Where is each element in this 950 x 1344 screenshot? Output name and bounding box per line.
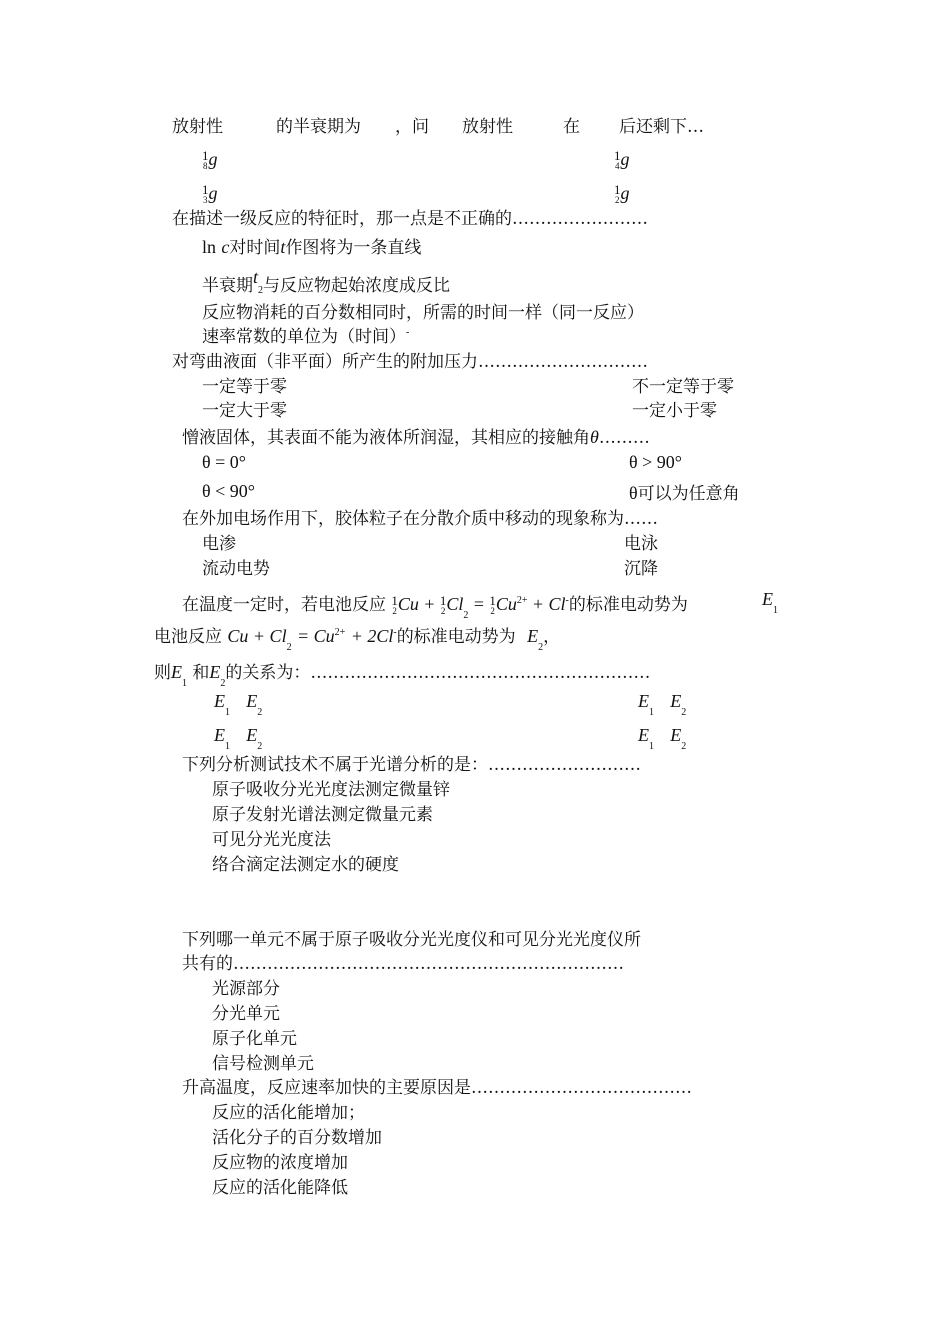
q3-stem: 对弯曲液面（非平面）所产生的附加压力…………………………	[172, 352, 648, 372]
q5-option-a: 电渗	[202, 534, 236, 554]
q1-option-a: 1 8 g	[202, 147, 218, 171]
q7-option-a: 原子吸收分光光度法测定微量锌	[212, 780, 450, 800]
q6-e1-label: $E_1$	[762, 589, 778, 616]
q1-option-d: 1 2 g	[614, 181, 630, 205]
q1-stem-2: 的半衰期为	[276, 117, 361, 137]
q9-stem: 升高温度，反应速率加快的主要原因是…………………………………	[182, 1078, 692, 1098]
q4-option-b: θ > 90°	[629, 452, 682, 472]
q4-stem: 憎液固体，其表面不能为液体所润湿，其相应的接触角θ………	[182, 427, 650, 448]
q8-stem-2: 共有的……………………………………………………………	[182, 954, 624, 974]
q8-stem-1: 下列哪一单元不属于原子吸收分光光度仪和可见分光光度仪所	[182, 930, 641, 950]
q7-option-c: 可见分光光度法	[212, 830, 331, 850]
q7-option-d: 络合滴定法测定水的硬度	[212, 855, 399, 875]
q1-stem-1: 放射性	[172, 117, 223, 137]
q3-option-a: 一定等于零	[202, 377, 287, 397]
q2-option-b: 半衰期t2与反应物起始浓度成反比	[202, 267, 451, 296]
q6-line-2: 电池反应 $Cu + Cl_2 = Cu^{2+} + 2Cl^-$的标准电动势为 $E_2$，	[154, 626, 561, 653]
q6-option-b: $E_1$ $E_2$	[638, 691, 687, 718]
q6-option-d: $E_1$ $E_2$	[638, 725, 687, 752]
q2-option-a: ln c对时间t作图将为一条直线	[202, 237, 422, 258]
q6-line-1: 在温度一定时，若电池反应 1 2 Cu + 1 2 $Cl_2$ = 1 2 $Cu^{2+} + Cl^-$的标准电动势为	[182, 592, 688, 621]
q7-option-b: 原子发射光谱法测定微量元素	[212, 805, 433, 825]
q5-option-b: 电泳	[624, 534, 658, 554]
q1-stem-5: 在	[563, 117, 580, 137]
q8-option-d: 信号检测单元	[212, 1054, 314, 1074]
q5-option-c: 流动电势	[202, 559, 270, 579]
q5-stem: 在外加电场作用下，胶体粒子在分散介质中移动的现象称为……	[182, 509, 658, 529]
q6-option-a: $E_1$ $E_2$	[214, 691, 263, 718]
q9-option-c: 反应物的浓度增加	[212, 1153, 348, 1173]
q2-option-d: 速率常数的单位为（时间）-	[202, 327, 410, 347]
q1-option-c: 1 3 g	[202, 181, 218, 205]
q4-option-a: θ = 0°	[202, 452, 246, 472]
q6-option-c: $E_1$ $E_2$	[214, 725, 263, 752]
q1-stem-3: ，问	[395, 117, 429, 137]
q9-option-b: 活化分子的百分数增加	[212, 1128, 382, 1148]
q2-option-c: 反应物消耗的百分数相同时，所需的时间一样（同一反应）	[202, 303, 644, 323]
q8-option-c: 原子化单元	[212, 1029, 297, 1049]
q7-stem: 下列分析测试技术不属于光谱分析的是：………………………	[182, 755, 641, 775]
q1-option-b: 1 4 g	[614, 147, 630, 171]
q3-option-d: 一定小于零	[632, 401, 717, 421]
q3-option-b: 不一定等于零	[632, 377, 734, 397]
q4-option-c: θ < 90°	[202, 481, 255, 501]
q1-stem-6: 后还剩下…	[619, 117, 704, 137]
q1-stem-4: 放射性	[462, 117, 513, 137]
q9-option-a: 反应的活化能增加；	[212, 1103, 365, 1123]
q5-option-d: 沉降	[624, 559, 658, 579]
q2-stem: 在描述一级反应的特征时，那一点是不正确的……………………	[172, 209, 648, 229]
q6-line-3: 则$E_1$ 和$E_2$的关系为：……………………………………………………	[154, 662, 651, 689]
q8-option-a: 光源部分	[212, 979, 280, 999]
q4-option-d: θ可以为任意角	[629, 483, 740, 504]
q8-option-b: 分光单元	[212, 1004, 280, 1024]
q3-option-c: 一定大于零	[202, 401, 287, 421]
q9-option-d: 反应的活化能降低	[212, 1178, 348, 1198]
